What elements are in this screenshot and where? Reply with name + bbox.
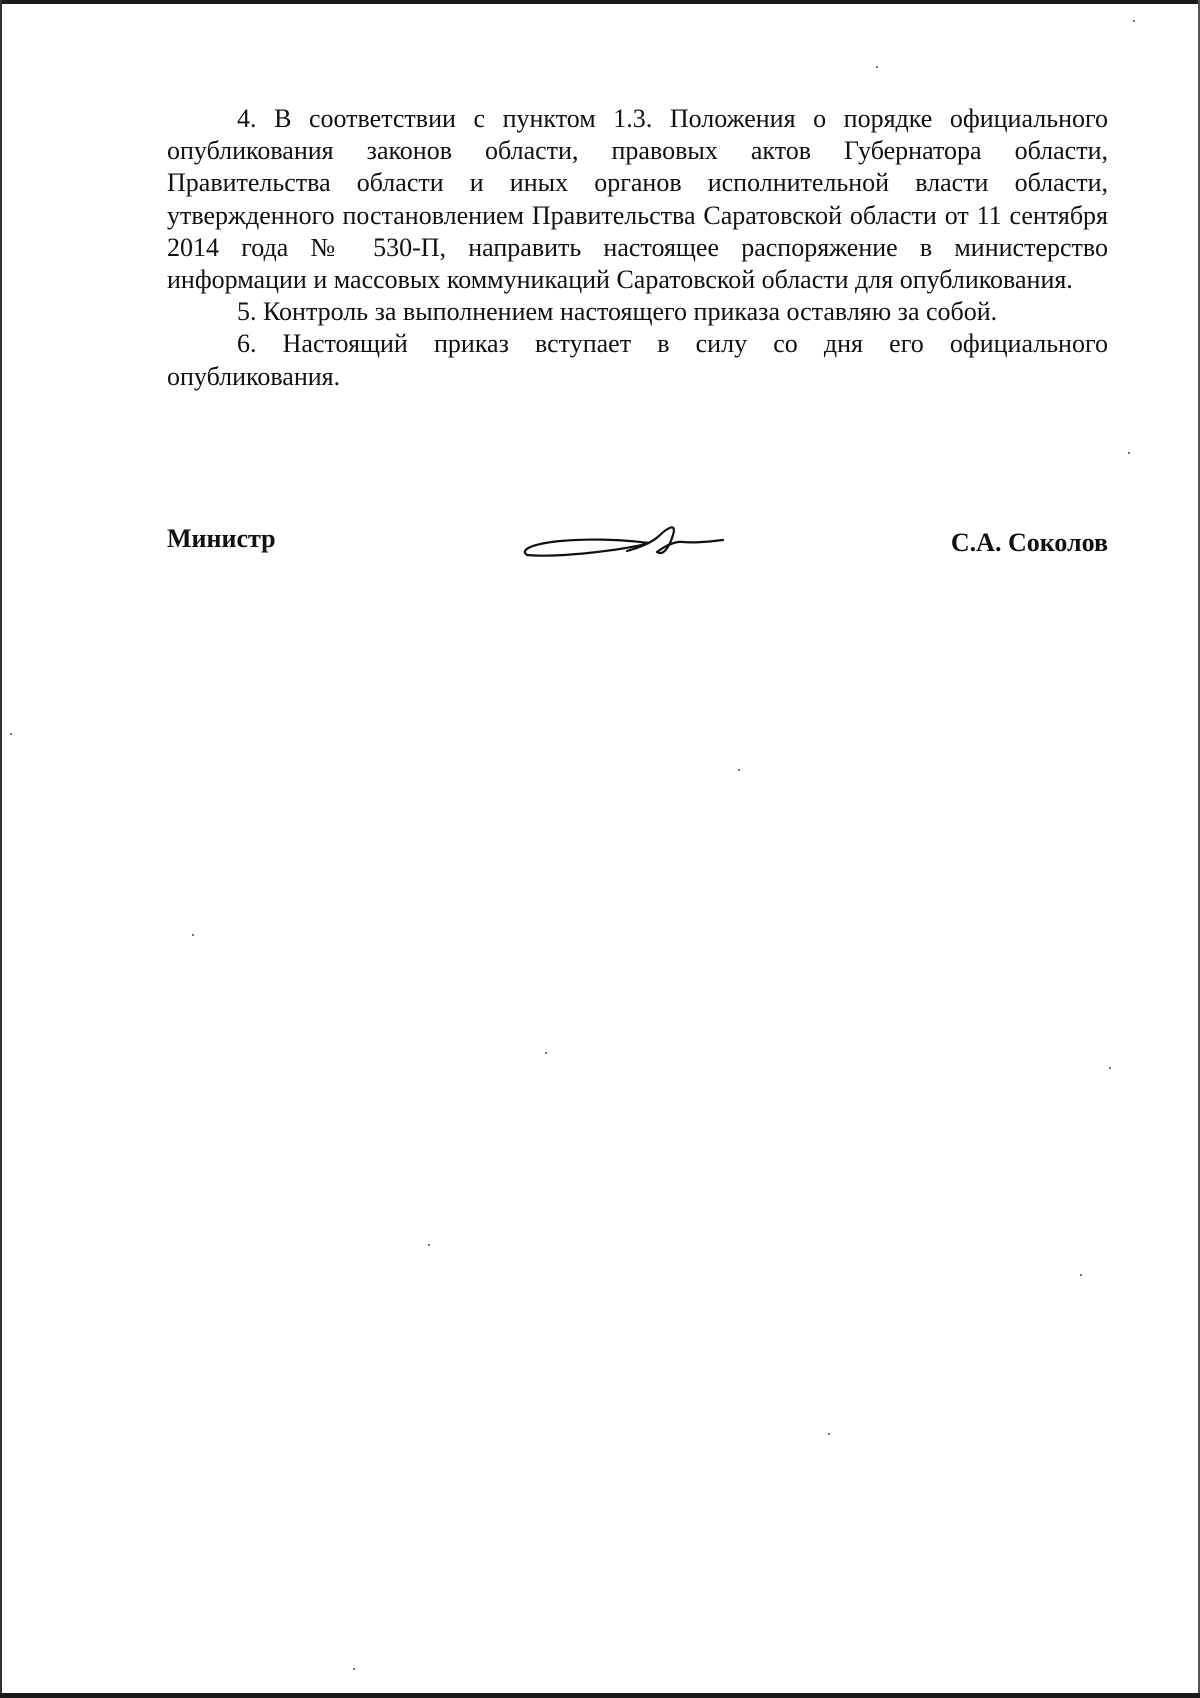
- scan-edge-bottom: [0, 1693, 1200, 1698]
- signature-block: [167, 520, 1108, 580]
- scan-speck: [428, 1244, 430, 1246]
- signatory-title: Министр: [167, 524, 276, 553]
- scan-speck: [738, 769, 740, 771]
- scan-speck: [1109, 1067, 1111, 1069]
- scan-speck: [1080, 1274, 1082, 1276]
- scan-speck: [545, 1052, 547, 1054]
- scan-speck: [192, 934, 194, 936]
- paragraph-6: 6. Настоящий приказ вступает в силу со дня его официального опубликования.: [167, 329, 1108, 391]
- scan-speck: [353, 1668, 355, 1670]
- paragraph-5: 5. Контроль за выполнением настоящего приказа оставляю за собой.: [237, 297, 998, 327]
- signatory-name: С.А. Соколов: [950, 528, 1108, 557]
- handwritten-signature: [517, 520, 727, 570]
- scan-edge-left: [0, 0, 2, 1698]
- scan-speck: [876, 66, 878, 68]
- scan-speck: [828, 1433, 830, 1435]
- scan-speck: [1133, 20, 1135, 22]
- paragraph-4: 4. В соответствии с пунктом 1.3. Положения о порядке официального опубликования законов области, правовых актов Губернатора области, Правительства области и иных органов исполнительной власти области, утвержденного постановлением Правительства Саратовской области от 11 сентября 2014 года № 530-П, направить настоящее распоряжение в министерство информации и массовых коммуникаций Саратовской области для опубликования.: [167, 104, 1108, 295]
- scan-edge-top: [0, 0, 1200, 4]
- document-body: [167, 103, 1108, 393]
- scan-speck: [10, 733, 12, 735]
- scan-speck: [1128, 452, 1130, 454]
